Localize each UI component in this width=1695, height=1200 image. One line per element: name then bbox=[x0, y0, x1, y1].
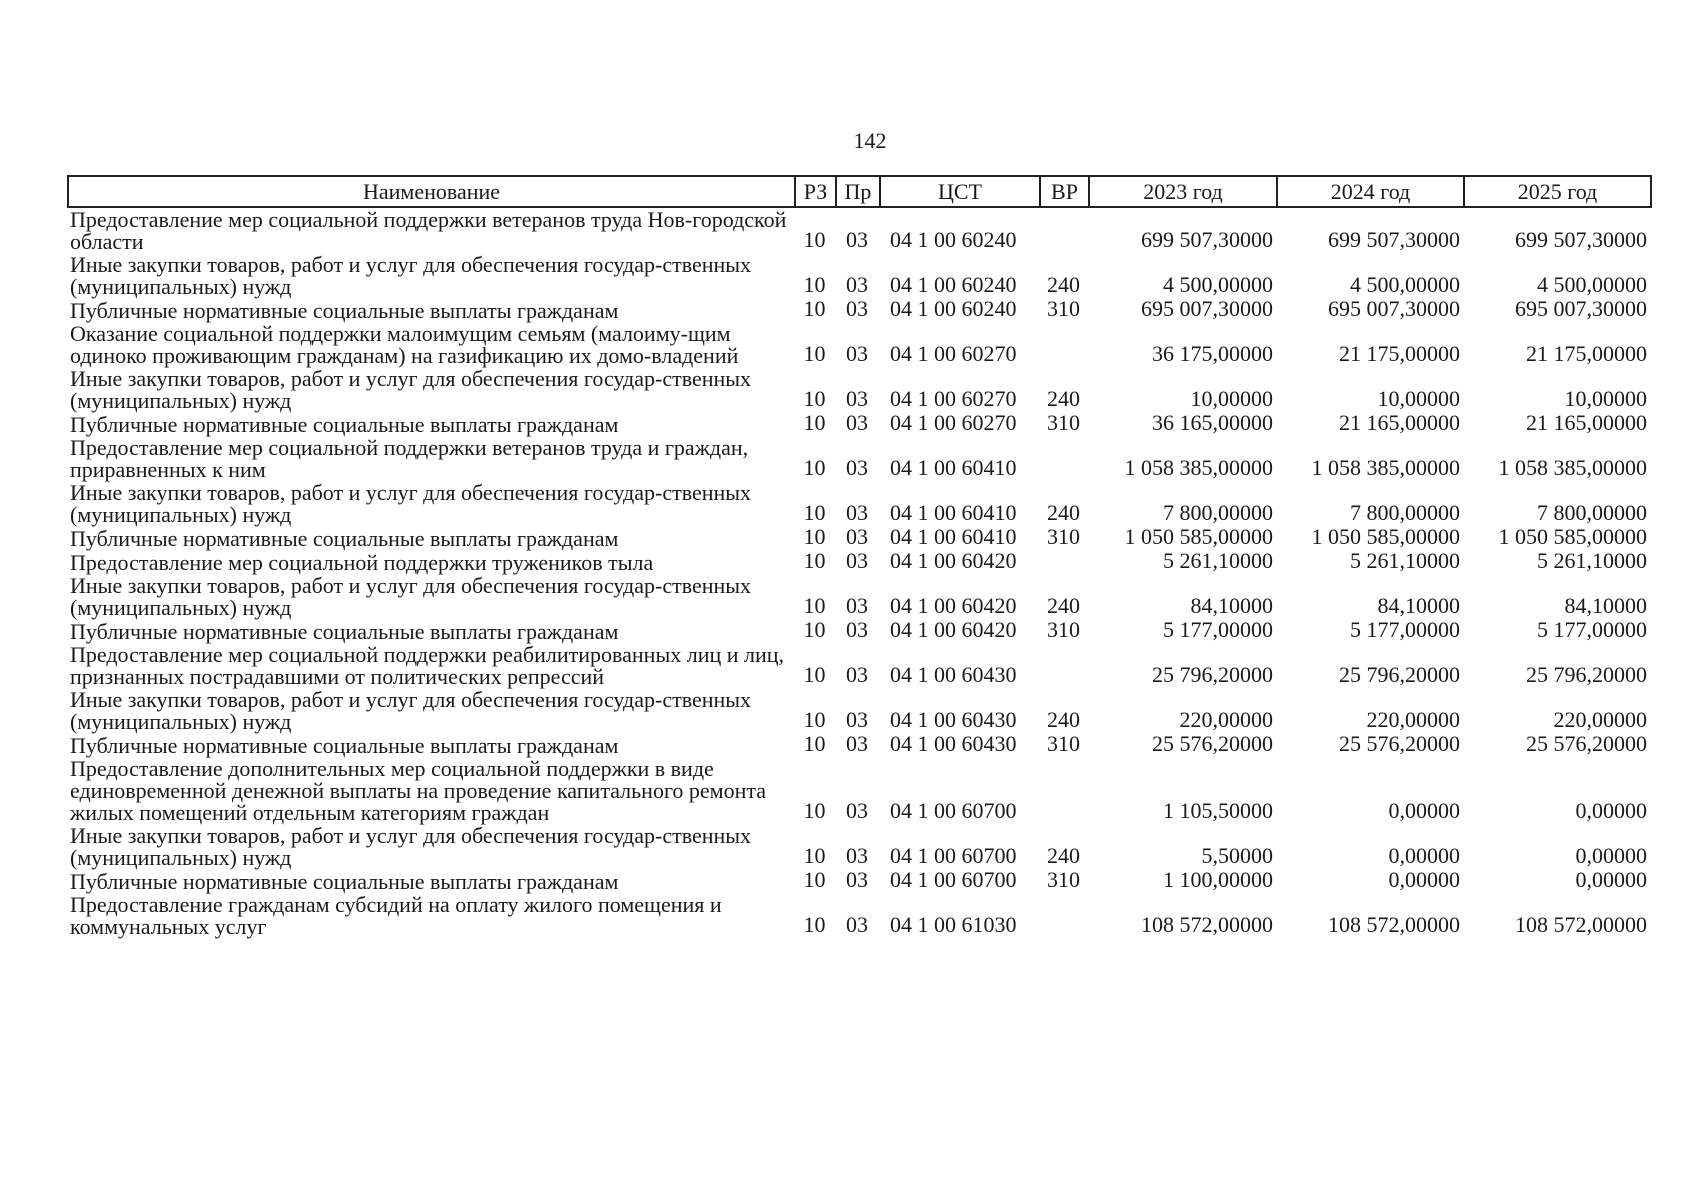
row-vr bbox=[1040, 436, 1089, 481]
row-2023: 25 796,20000 bbox=[1152, 662, 1273, 687]
row-2023: 1 100,00000 bbox=[1163, 867, 1273, 892]
row-pr: 03 bbox=[846, 386, 868, 411]
row-2025: 5 177,00000 bbox=[1537, 617, 1647, 642]
row-cst: 04 1 00 60410 bbox=[890, 524, 1017, 549]
row-2025: 25 796,20000 bbox=[1526, 662, 1647, 687]
row-vr: 310 bbox=[1047, 410, 1080, 435]
row-rz: 10 bbox=[803, 707, 826, 732]
header-vr: ВР bbox=[1040, 176, 1089, 207]
table-row bbox=[68, 869, 1651, 893]
budget-table bbox=[67, 175, 1652, 938]
header-name: Наименование bbox=[68, 176, 795, 207]
row-vr: 240 bbox=[1047, 843, 1080, 868]
row-pr: 03 bbox=[846, 296, 868, 321]
row-2024: 0,00000 bbox=[1388, 798, 1460, 823]
header-cst: ЦСТ bbox=[880, 176, 1040, 207]
table-row bbox=[68, 824, 1651, 869]
row-name: Публичные нормативные социальные выплаты гражданам bbox=[70, 619, 619, 644]
row-2023: 7 800,00000 bbox=[1163, 500, 1273, 525]
row-rz: 10 bbox=[803, 386, 826, 411]
row-name: Публичные нормативные социальные выплаты гражданам bbox=[70, 526, 619, 551]
row-2024: 4 500,00000 bbox=[1350, 272, 1460, 297]
row-2023: 36 165,00000 bbox=[1152, 410, 1273, 435]
row-name: Предоставление дополнительных мер социальной поддержки в виде единовременной денежной выплаты на проведение капитального ремонта жилых помещений отдельным категориям граждан bbox=[70, 756, 767, 825]
table-row bbox=[68, 322, 1651, 367]
table-row bbox=[68, 298, 1651, 322]
row-2025: 10,00000 bbox=[1564, 386, 1647, 411]
row-2023: 220,00000 bbox=[1179, 707, 1273, 732]
row-cst: 04 1 00 61030 bbox=[890, 912, 1017, 937]
row-vr bbox=[1040, 550, 1089, 574]
row-rz: 10 bbox=[803, 867, 826, 892]
row-pr: 03 bbox=[846, 707, 868, 732]
table-row bbox=[68, 757, 1651, 824]
row-pr: 03 bbox=[846, 500, 868, 525]
row-name: Иные закупки товаров, работ и услуг для обеспечения государ-ственных (муниципальных) нужд bbox=[70, 823, 752, 870]
row-cst: 04 1 00 60700 bbox=[890, 867, 1017, 892]
row-2023: 5 261,10000 bbox=[1163, 548, 1273, 573]
row-2024: 21 175,00000 bbox=[1339, 341, 1460, 366]
table-row bbox=[68, 367, 1651, 412]
table-row bbox=[68, 574, 1651, 619]
row-2023: 25 576,20000 bbox=[1152, 731, 1273, 756]
row-cst: 04 1 00 60430 bbox=[890, 731, 1017, 756]
row-2023: 699 507,30000 bbox=[1141, 227, 1273, 252]
row-rz: 10 bbox=[803, 548, 826, 573]
row-cst: 04 1 00 60420 bbox=[890, 548, 1017, 573]
row-rz: 10 bbox=[803, 617, 826, 642]
row-cst: 04 1 00 60270 bbox=[890, 410, 1017, 435]
row-pr: 03 bbox=[846, 455, 868, 480]
row-2023: 5 177,00000 bbox=[1163, 617, 1273, 642]
table-row bbox=[68, 688, 1651, 733]
row-vr bbox=[1040, 207, 1089, 253]
row-vr: 240 bbox=[1047, 593, 1080, 618]
row-2025: 4 500,00000 bbox=[1537, 272, 1647, 297]
row-2024: 699 507,30000 bbox=[1328, 227, 1460, 252]
table-row bbox=[68, 253, 1651, 298]
row-2023: 695 007,30000 bbox=[1141, 296, 1273, 321]
row-2025: 0,00000 bbox=[1575, 843, 1647, 868]
row-name: Иные закупки товаров, работ и услуг для обеспечения государ-ственных (муниципальных) нужд bbox=[70, 252, 752, 299]
page-number: 142 bbox=[853, 128, 887, 153]
row-cst: 04 1 00 60420 bbox=[890, 617, 1017, 642]
row-2025: 1 058 385,00000 bbox=[1498, 455, 1647, 480]
table-row bbox=[68, 412, 1651, 436]
header-pr: Пр bbox=[836, 176, 880, 207]
row-name: Публичные нормативные социальные выплаты гражданам bbox=[70, 412, 619, 437]
row-rz: 10 bbox=[803, 524, 826, 549]
table-row bbox=[68, 481, 1651, 526]
row-vr: 240 bbox=[1047, 272, 1080, 297]
row-pr: 03 bbox=[846, 272, 868, 297]
row-name: Оказание социальной поддержки малоимущим семьям (малоиму-щим одиноко проживающим гражданам) на газификацию их домо-владений bbox=[70, 321, 739, 368]
row-2023: 1 105,50000 bbox=[1163, 798, 1273, 823]
row-rz: 10 bbox=[803, 455, 826, 480]
row-pr: 03 bbox=[846, 227, 868, 252]
row-pr: 03 bbox=[846, 731, 868, 756]
row-2025: 21 175,00000 bbox=[1526, 341, 1647, 366]
row-name: Иные закупки товаров, работ и услуг для обеспечения государ-ственных (муниципальных) нужд bbox=[70, 366, 752, 413]
row-2023: 1 050 585,00000 bbox=[1124, 524, 1273, 549]
row-rz: 10 bbox=[803, 798, 826, 823]
row-rz: 10 bbox=[803, 731, 826, 756]
row-name: Предоставление гражданам субсидий на оплату жилого помещения и коммунальных услуг bbox=[70, 892, 722, 939]
table-row bbox=[68, 526, 1651, 550]
row-cst: 04 1 00 60270 bbox=[890, 341, 1017, 366]
row-2025: 695 007,30000 bbox=[1515, 296, 1647, 321]
row-pr: 03 bbox=[846, 867, 868, 892]
row-2023: 108 572,00000 bbox=[1141, 912, 1273, 937]
row-vr bbox=[1040, 893, 1089, 938]
row-rz: 10 bbox=[803, 912, 826, 937]
row-cst: 04 1 00 60240 bbox=[890, 227, 1017, 252]
row-2024: 220,00000 bbox=[1366, 707, 1460, 732]
row-2024: 0,00000 bbox=[1388, 843, 1460, 868]
row-2025: 699 507,30000 bbox=[1515, 227, 1647, 252]
header-2023: 2023 год bbox=[1089, 176, 1277, 207]
row-2024: 25 576,20000 bbox=[1339, 731, 1460, 756]
row-rz: 10 bbox=[803, 500, 826, 525]
row-cst: 04 1 00 60700 bbox=[890, 843, 1017, 868]
table-row bbox=[68, 436, 1651, 481]
row-2024: 5 261,10000 bbox=[1350, 548, 1460, 573]
row-vr: 310 bbox=[1047, 617, 1080, 642]
row-2025: 0,00000 bbox=[1575, 867, 1647, 892]
row-2023: 10,00000 bbox=[1190, 386, 1273, 411]
row-name: Предоставление мер социальной поддержки реабилитированных лиц и лиц, признанных пострадавшими от политических репрессий bbox=[70, 642, 785, 689]
row-2024: 25 796,20000 bbox=[1339, 662, 1460, 687]
row-2023: 36 175,00000 bbox=[1152, 341, 1273, 366]
row-pr: 03 bbox=[846, 662, 868, 687]
table-row bbox=[68, 893, 1651, 938]
row-cst: 04 1 00 60270 bbox=[890, 386, 1017, 411]
table-row bbox=[68, 643, 1651, 688]
row-vr bbox=[1040, 757, 1089, 824]
row-2024: 7 800,00000 bbox=[1350, 500, 1460, 525]
row-name: Предоставление мер социальной поддержки ветеранов труда и граждан, приравненных к ним bbox=[70, 435, 749, 482]
row-pr: 03 bbox=[846, 410, 868, 435]
row-pr: 03 bbox=[846, 798, 868, 823]
header-2025: 2025 год bbox=[1464, 176, 1651, 207]
row-2025: 7 800,00000 bbox=[1537, 500, 1647, 525]
row-pr: 03 bbox=[846, 524, 868, 549]
row-name: Иные закупки товаров, работ и услуг для обеспечения государ-ственных (муниципальных) нужд bbox=[70, 573, 752, 620]
row-2023: 84,10000 bbox=[1190, 593, 1273, 618]
row-2025: 108 572,00000 bbox=[1515, 912, 1647, 937]
row-name: Публичные нормативные социальные выплаты гражданам bbox=[70, 298, 619, 323]
row-name: Иные закупки товаров, работ и услуг для обеспечения государ-ственных (муниципальных) нужд bbox=[70, 687, 752, 734]
table-row bbox=[68, 207, 1651, 253]
row-rz: 10 bbox=[803, 227, 826, 252]
row-2025: 21 165,00000 bbox=[1526, 410, 1647, 435]
row-2024: 5 177,00000 bbox=[1350, 617, 1460, 642]
row-vr: 240 bbox=[1047, 386, 1080, 411]
row-2025: 1 050 585,00000 bbox=[1498, 524, 1647, 549]
row-2024: 1 058 385,00000 bbox=[1311, 455, 1460, 480]
row-2025: 84,10000 bbox=[1564, 593, 1647, 618]
row-vr bbox=[1040, 322, 1089, 367]
row-cst: 04 1 00 60410 bbox=[890, 455, 1017, 480]
row-pr: 03 bbox=[846, 912, 868, 937]
row-2023: 5,50000 bbox=[1201, 843, 1273, 868]
row-vr: 310 bbox=[1047, 867, 1080, 892]
row-vr: 240 bbox=[1047, 707, 1080, 732]
table-row bbox=[68, 619, 1651, 643]
header-rz: РЗ bbox=[795, 176, 836, 207]
row-2024: 1 050 585,00000 bbox=[1311, 524, 1460, 549]
row-cst: 04 1 00 60240 bbox=[890, 296, 1017, 321]
table-body bbox=[68, 207, 1651, 938]
row-name: Иные закупки товаров, работ и услуг для обеспечения государ-ственных (муниципальных) нужд bbox=[70, 480, 752, 527]
row-pr: 03 bbox=[846, 843, 868, 868]
row-vr bbox=[1040, 643, 1089, 688]
row-2025: 220,00000 bbox=[1553, 707, 1647, 732]
row-pr: 03 bbox=[846, 593, 868, 618]
row-2025: 5 261,10000 bbox=[1537, 548, 1647, 573]
table-header bbox=[68, 176, 1651, 207]
row-cst: 04 1 00 60430 bbox=[890, 707, 1017, 732]
row-vr: 310 bbox=[1047, 524, 1080, 549]
row-cst: 04 1 00 60410 bbox=[890, 500, 1017, 525]
row-2025: 25 576,20000 bbox=[1526, 731, 1647, 756]
row-name: Публичные нормативные социальные выплаты гражданам bbox=[70, 733, 619, 758]
row-2024: 10,00000 bbox=[1377, 386, 1460, 411]
row-rz: 10 bbox=[803, 410, 826, 435]
row-rz: 10 bbox=[803, 272, 826, 297]
row-2024: 695 007,30000 bbox=[1328, 296, 1460, 321]
row-rz: 10 bbox=[803, 593, 826, 618]
row-rz: 10 bbox=[803, 662, 826, 687]
row-vr: 310 bbox=[1047, 296, 1080, 321]
row-name: Предоставление мер социальной поддержки тружеников тыла bbox=[70, 550, 654, 575]
table-row bbox=[68, 550, 1651, 574]
header-2024: 2024 год bbox=[1277, 176, 1464, 207]
row-2025: 0,00000 bbox=[1575, 798, 1647, 823]
row-cst: 04 1 00 60420 bbox=[890, 593, 1017, 618]
row-2024: 84,10000 bbox=[1377, 593, 1460, 618]
row-2023: 1 058 385,00000 bbox=[1124, 455, 1273, 480]
row-2024: 0,00000 bbox=[1388, 867, 1460, 892]
row-pr: 03 bbox=[846, 617, 868, 642]
row-vr: 240 bbox=[1047, 500, 1080, 525]
row-rz: 10 bbox=[803, 341, 826, 366]
row-2024: 21 165,00000 bbox=[1339, 410, 1460, 435]
table-row bbox=[68, 733, 1651, 757]
row-name: Предоставление мер социальной поддержки ветеранов труда Нов-городской области bbox=[70, 207, 787, 254]
row-name: Публичные нормативные социальные выплаты гражданам bbox=[70, 869, 619, 894]
row-cst: 04 1 00 60700 bbox=[890, 798, 1017, 823]
row-rz: 10 bbox=[803, 296, 826, 321]
row-2023: 4 500,00000 bbox=[1163, 272, 1273, 297]
row-pr: 03 bbox=[846, 341, 868, 366]
row-2024: 108 572,00000 bbox=[1328, 912, 1460, 937]
row-vr: 310 bbox=[1047, 731, 1080, 756]
row-rz: 10 bbox=[803, 843, 826, 868]
row-pr: 03 bbox=[846, 548, 868, 573]
row-cst: 04 1 00 60430 bbox=[890, 662, 1017, 687]
row-cst: 04 1 00 60240 bbox=[890, 272, 1017, 297]
